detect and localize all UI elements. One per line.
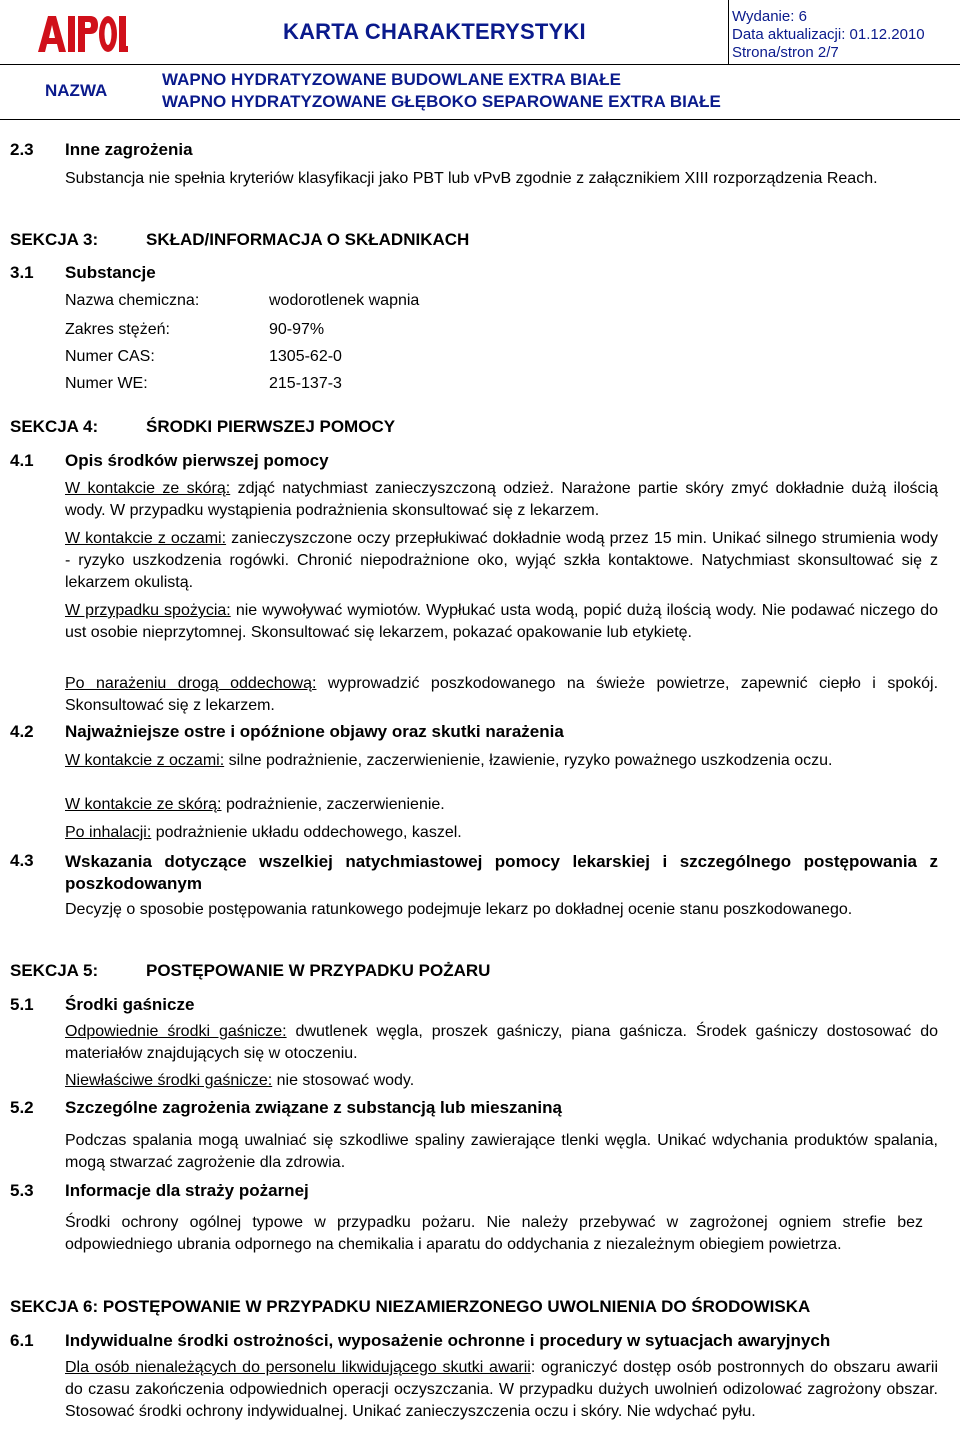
subsection-number: 3.1 [10,263,34,282]
section-label: SEKCJA 4: [10,417,99,436]
section-title: SEKCJA 6: POSTĘPOWANIE W PRZYPADKU NIEZAMIERZONEGO UWOLNIENIA DO ŚRODOWISKA [10,1297,811,1316]
alpol-logo [36,12,128,56]
document-header [0,0,960,125]
subsection-number: 5.2 [10,1098,34,1117]
paragraph: Substancja nie spełnia kryteriów klasyfikacji jako PBT lub vPvB zgodnie z załącznikiem XIII rozporządzenia Reach. [65,170,878,187]
name-label: NAZWA [45,81,108,100]
paragraph: Odpowiednie środki gaśnicze: dwutlenek węgla, proszek gaśniczy, piana gaśnicza. Środek gaśniczy dostosować do materiałów znajdujących się w otoczeniu. [65,1023,938,1062]
subsection-number: 4.2 [10,722,34,741]
subsection-number: 6.1 [10,1331,34,1350]
section-title: POSTĘPOWANIE W PRZYPADKU POŻARU [146,961,491,980]
field-value: wodorotlenek wapnia [269,292,420,309]
paragraph: Decyzję o sposobie postępowania ratunkowego podejmuje lekarz po dokładnej ocenie stanu poszkodowanego. [65,901,853,918]
header-bottom-rule [0,119,960,120]
field-label: Numer CAS: [65,348,155,365]
section-label: SEKCJA 3: [10,230,99,249]
subsection-heading: Najważniejsze ostre i opóźnione objawy oraz skutki narażenia [65,722,564,741]
paragraph: Po inhalacji: podrażnienie układu oddechowego, kaszel. [65,824,462,841]
paragraph: W kontakcie z oczami: silne podrażnienie, zaczerwienienie, łzawienie, ryzyko poważnego uszkodzenia oczu. [65,752,833,769]
field-value: 215-137-3 [269,375,342,392]
subsection-heading: Substancje [65,263,156,282]
subsection-number: 4.3 [10,851,34,870]
document-meta [732,8,925,62]
update-date: Data aktualizacji: 01.12.2010 [732,26,925,43]
section-title: ŚRODKI PIERWSZEJ POMOCY [146,417,396,436]
paragraph: Podczas spalania mogą uwalniać się szkodliwe spaliny zawierające tlenki węgla. Unikać wdychania produktów spalania, mogą stwarzać zagrożenie dla zdrowia. [65,1132,938,1171]
section-label: SEKCJA 5: [10,961,99,980]
subsection-heading: Środki gaśnicze [65,995,195,1014]
subsection-number: 4.1 [10,451,34,470]
header-divider [728,0,729,64]
subsection-heading: Wskazania dotyczące wszelkiej natychmiastowej pomocy lekarskiej i szczególnego postępowania z poszkodowanym [65,852,938,893]
section-heading: Inne zagrożenia [65,140,193,159]
product-name: WAPNO HYDRATYZOWANE BUDOWLANE EXTRA BIAŁE WAPNO HYDRATYZOWANE GŁĘBOKO SEPAROWANE EXTRA BIAŁE [162,70,721,111]
paragraph: Środki ochrony ogólnej typowe w przypadku pożaru. Nie należy przebywać w zagrożonej ogniem strefie bez odpowiedniego ubrania odpornego na chemikalia i aparatu do oddychania z niezależnym obiegiem powietrza. [65,1214,923,1253]
document-title: KARTA CHARAKTERYSTYKI [283,19,586,44]
header-rule [0,64,960,65]
paragraph: Niewłaściwe środki gaśnicze: nie stosować wody. [65,1072,415,1089]
field-label: Zakres stężeń: [65,321,170,338]
subsection-heading: Opis środków pierwszej pomocy [65,451,329,470]
subsection-number: 5.1 [10,995,34,1014]
paragraph: Po narażeniu drogą oddechową: wyprowadzić poszkodowanego na świeże powietrze, zapewnić ciepło i spokój. Skonsultować się z lekarzem. [65,675,939,714]
subsection-number: 5.3 [10,1181,34,1200]
field-value: 90-97% [269,321,325,338]
edition: Wydanie: 6 [732,8,807,25]
section-title: SKŁAD/INFORMACJA O SKŁADNIKACH [146,230,470,249]
field-value: 1305-62-0 [269,348,342,365]
subsection-heading: Informacje dla straży pożarnej [65,1181,309,1200]
paragraph: W kontakcie z oczami: zanieczyszczone oczy przepłukiwać dokładnie wodą przez 15 min. Unikać silnego strumienia wody - ryzyko uszkodzenia rogówki. Chronić niepodrażnione oko, wyjąć szkła kontaktowe. Natychmiast skonsultować się z lekarzem okulistą. [65,530,938,591]
field-label: Numer WE: [65,375,148,392]
field-label: Nazwa chemiczna: [65,292,200,309]
section-number: 2.3 [10,140,34,159]
subsection-heading: Indywidualne środki ostrożności, wyposażenie ochronne i procedury w sytuacjach awaryjnych [65,1331,831,1350]
paragraph: W kontakcie ze skórą: zdjąć natychmiast zanieczyszczoną odzież. Narażone partie skóry zmyć dokładnie dużą ilością wody. W przypadku wystąpienia podrażnienia skonsultować się z lekarzem. [65,480,939,519]
paragraph: W przypadku spożycia: nie wywoływać wymiotów. Wypłukać usta wodą, popić dużą ilością wody. Nie podawać niczego do ust osobie nieprzytomnej. Skonsultować się lekarzem, pokazać opakowanie lub etykietę. [65,602,938,641]
page-number: Strona/stron 2/7 [732,44,839,61]
subsection-heading: Szczególne zagrożenia związane z substancją lub mieszaniną [65,1098,562,1117]
paragraph: Dla osób nienależących do personelu likwidującego skutki awarii: ograniczyć dostęp osób postronnych do obszaru awarii do czasu zakończenia odpowiednich operacji oczyszczania. W przypadku dużych uwolnień odizolować zagrożony obszar. Stosować środki ochrony indywidualnej. Unikać zanieczyszczenia oczu i skóry. Nie wdychać pyłu. [65,1359,938,1420]
paragraph: W kontakcie ze skórą: podrażnienie, zaczerwienienie. [65,796,445,813]
